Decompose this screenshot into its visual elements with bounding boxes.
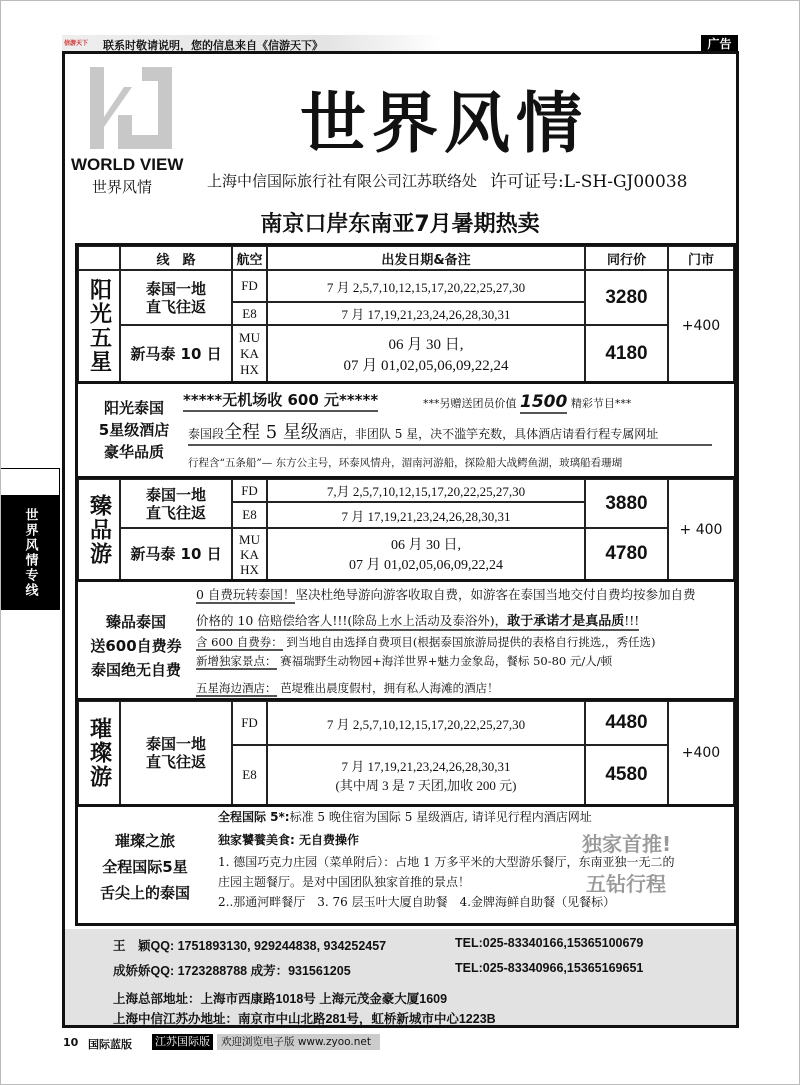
retail-price: +400	[668, 701, 734, 805]
route-cell: 泰国一地直飞往返	[120, 701, 232, 805]
block-name: 阳光五星	[78, 270, 120, 382]
retail-price: +400	[668, 270, 734, 382]
trade-price: 4580	[585, 745, 668, 805]
website-link[interactable]: 欢迎浏览电子版 www.zyoo.net	[217, 1034, 380, 1050]
promo-line	[196, 585, 695, 603]
trade-price: 3280	[585, 270, 668, 325]
airline-cell: FD	[232, 479, 267, 502]
promo-label: 五星海边酒店：	[196, 681, 277, 695]
promo-line	[196, 610, 639, 631]
airline-cell: MU KA HX	[232, 325, 267, 382]
contact-tel: TEL:025-83340966,15365169651	[455, 961, 644, 975]
promo-label: 新增独家景点：	[196, 654, 277, 668]
promo-text: 精彩节目***	[570, 397, 632, 410]
world-view-logo-icon	[90, 67, 172, 149]
edition-badge: 江苏国际版	[152, 1034, 213, 1050]
address-hq: 上海总部地址：上海市西康路1018号 上海元茂金豪大厦1609	[113, 992, 448, 1006]
dates-cell	[267, 325, 585, 382]
dates-cell	[267, 745, 585, 805]
block-name: 璀璨游	[78, 701, 120, 805]
route-cell: 泰国一地直飞往返	[120, 479, 232, 528]
side-tab-white	[0, 468, 60, 496]
dates-cell: 7,月 2,5,7,10,12,15,17,20,22,25,27,30	[267, 479, 585, 502]
promo-text: 坚决杜绝导游向游客收取自费，如游客在泰国当地交付自费均按参加自费	[295, 587, 696, 602]
promo-side-line: 5星级酒店	[98, 421, 170, 439]
dates-line: (其中周 3 是 7 天团,加收 200 元)	[335, 778, 517, 793]
promo-side-line: 臻品泰国	[105, 613, 166, 631]
promo-line: 2..那通河畔餐厅 3. 76 层玉叶大厦自助餐 4.金牌海鲜自助餐（见餐标）	[218, 895, 616, 909]
dates-line: 07 月 01,02,05,06,09,22,24	[349, 558, 503, 573]
promo-label: 含 600 自费券：	[196, 635, 283, 649]
promo-text: !!!	[624, 613, 640, 628]
airline-cell: E8	[232, 302, 267, 325]
promo-text: 芭堤雅出晨度假村，拥有私人海滩的酒店！	[280, 681, 499, 695]
contact-qq: 成娇娇QQ: 1723288788 成芳：931561205	[113, 964, 351, 978]
dates-cell: 7 月 2,5,7,10,12,15,17,20,22,25,27,30	[267, 701, 585, 745]
contact-qq: 王 颖QQ: 1751893130, 929244838, 934252457	[113, 939, 387, 953]
promo-highlight: 敢于承诺才是真品质	[507, 614, 625, 629]
route-cell: 新马泰 10 日	[120, 528, 232, 580]
dates-line: 06 月 30 日,	[391, 538, 461, 553]
promo-line: 独家饕餮美食: 无自费操作	[218, 833, 359, 847]
promo-text: 酒店，非团队 5 星，决不滥竽充数，具体酒店请看行程专属网址	[318, 427, 659, 441]
promo-line: 行程含“五条船”— 东方公主号，环泰风情舟，湄南河游船，探险船大战鳄鱼湖，玻璃船看珊瑚	[188, 457, 623, 469]
header-blank	[78, 246, 120, 270]
promo-highlight: 全程 5 星级	[224, 422, 319, 443]
promo-line: 庄园主题餐厅。是对中国团队独家首推的景点！	[218, 875, 471, 889]
promo-line	[218, 808, 592, 825]
source-notice: 联系时敬请说明，您的信息来自《信游天下》	[103, 39, 323, 52]
header-retail: 门市	[668, 246, 734, 270]
promo-line	[196, 653, 612, 669]
promo-line	[423, 392, 631, 412]
promo-text: 标准 5 晚住宿为国际 5 星级酒店, 请详见行程内酒店网址	[289, 810, 592, 824]
promo-text: 泰国段	[188, 427, 225, 441]
stamp-five-diamond: 五钻行程	[586, 872, 666, 896]
promo-line	[196, 634, 656, 650]
company-name: 上海中信国际旅行社有限公司江苏联络处	[207, 172, 478, 190]
header-trade-price: 同行价	[585, 246, 668, 270]
side-tab: 世界风情专线	[0, 496, 60, 610]
promo-text: ***另赠送团员价值	[423, 397, 517, 410]
dates-line: 7 月 17,19,21,23,24,26,28,30,31	[341, 759, 511, 774]
trade-price: 3880	[585, 479, 668, 528]
logo-chinese: 世界风情	[92, 178, 153, 196]
promo-line: 1. 德国巧克力庄园（菜单附后）：占地 1 万多平米的大型游乐餐厅，东南亚独一无二的	[218, 855, 675, 869]
promo-side-line: 全程国际5星	[102, 858, 188, 876]
route-cell: 新马泰 10 日	[120, 325, 232, 382]
trade-price: 4780	[585, 528, 668, 580]
route-cell: 泰国一地直飞往返	[120, 270, 232, 325]
airline-cell: FD	[232, 270, 267, 302]
address-jiangsu: 上海中信江苏办地址：南京市中山北路281号，虹桥新城市中心1223B	[113, 1012, 496, 1026]
section-name: 国际蓝版	[88, 1038, 132, 1051]
brand-title: 世界风情	[300, 84, 588, 162]
promo-highlight: 0 自费玩转泰国！	[196, 587, 296, 602]
dates-cell	[267, 528, 585, 580]
logo-english: WORLD VIEW	[71, 155, 184, 174]
header-dates: 出发日期&备注	[267, 246, 585, 270]
promo-side-line: 阳光泰国	[103, 399, 164, 417]
promo-side	[80, 828, 210, 906]
dates-cell: 7 月 2,5,7,10,12,15,17,20,22,25,27,30	[267, 270, 585, 302]
promo-label: 全程国际 5*:	[218, 810, 290, 824]
promo-line	[196, 680, 499, 696]
dates-line: 06 月 30 日,	[388, 336, 464, 353]
license-number: 许可证号:L-SH-GJ00038	[490, 172, 688, 192]
headline: 南京口岸东南亚7月暑期热卖	[260, 212, 540, 237]
retail-price: + 400	[668, 479, 734, 580]
stamp-exclusive: 独家首推!	[582, 832, 672, 856]
trade-price: 4480	[585, 701, 668, 745]
promo-side	[80, 610, 192, 682]
airline-cell: FD	[232, 701, 267, 745]
page-number: 10	[63, 1036, 79, 1049]
ad-tag: 广告	[701, 35, 738, 53]
header-airline: 航空	[232, 246, 267, 270]
promo-side-line: 送600自费券	[90, 637, 182, 655]
promo-side-line: 泰国绝无自费	[90, 661, 181, 679]
trade-price: 4180	[585, 325, 668, 382]
airline-cell: E8	[232, 745, 267, 805]
promo-side-line: 豪华品质	[103, 443, 164, 461]
airline-cell: MU KA HX	[232, 528, 267, 580]
airline-cell: E8	[232, 502, 267, 528]
promo-text: 赛福瑞野生动物园+海洋世界+魅力金象岛，餐标 50-80 元/人/顿	[280, 654, 613, 668]
promo-line	[188, 418, 712, 446]
contact-tel: TEL:025-83340166,15365100679	[455, 936, 644, 950]
promo-text: 价格的 10 倍赔偿给客人!!!(除岛上水上活动及泰浴外)，	[196, 613, 508, 628]
dates-cell: 7 月 17,19,21,23,24,26,28,30,31	[267, 502, 585, 528]
dates-line: 07 月 01,02,05,06,09,22,24	[343, 357, 509, 374]
promo-text: 到当地自由选择自费项目(根据泰国旅游局提供的表格自行挑选,，秀任选)	[286, 635, 656, 649]
dates-cell: 7 月 17,19,21,23,24,26,28,30,31	[267, 302, 585, 325]
promo-side-line: 舌尖上的泰国	[99, 884, 190, 902]
promo-highlight: 1500	[520, 392, 568, 412]
promo-line: *****无机场收 600 元*****	[183, 389, 378, 412]
block-name: 臻品游	[78, 479, 120, 580]
promo-side	[88, 397, 180, 463]
header-route: 线 路	[120, 246, 232, 270]
promo-side-line: 璀璨之旅	[114, 832, 175, 850]
xinyou-logo: 信游天下	[64, 40, 89, 47]
